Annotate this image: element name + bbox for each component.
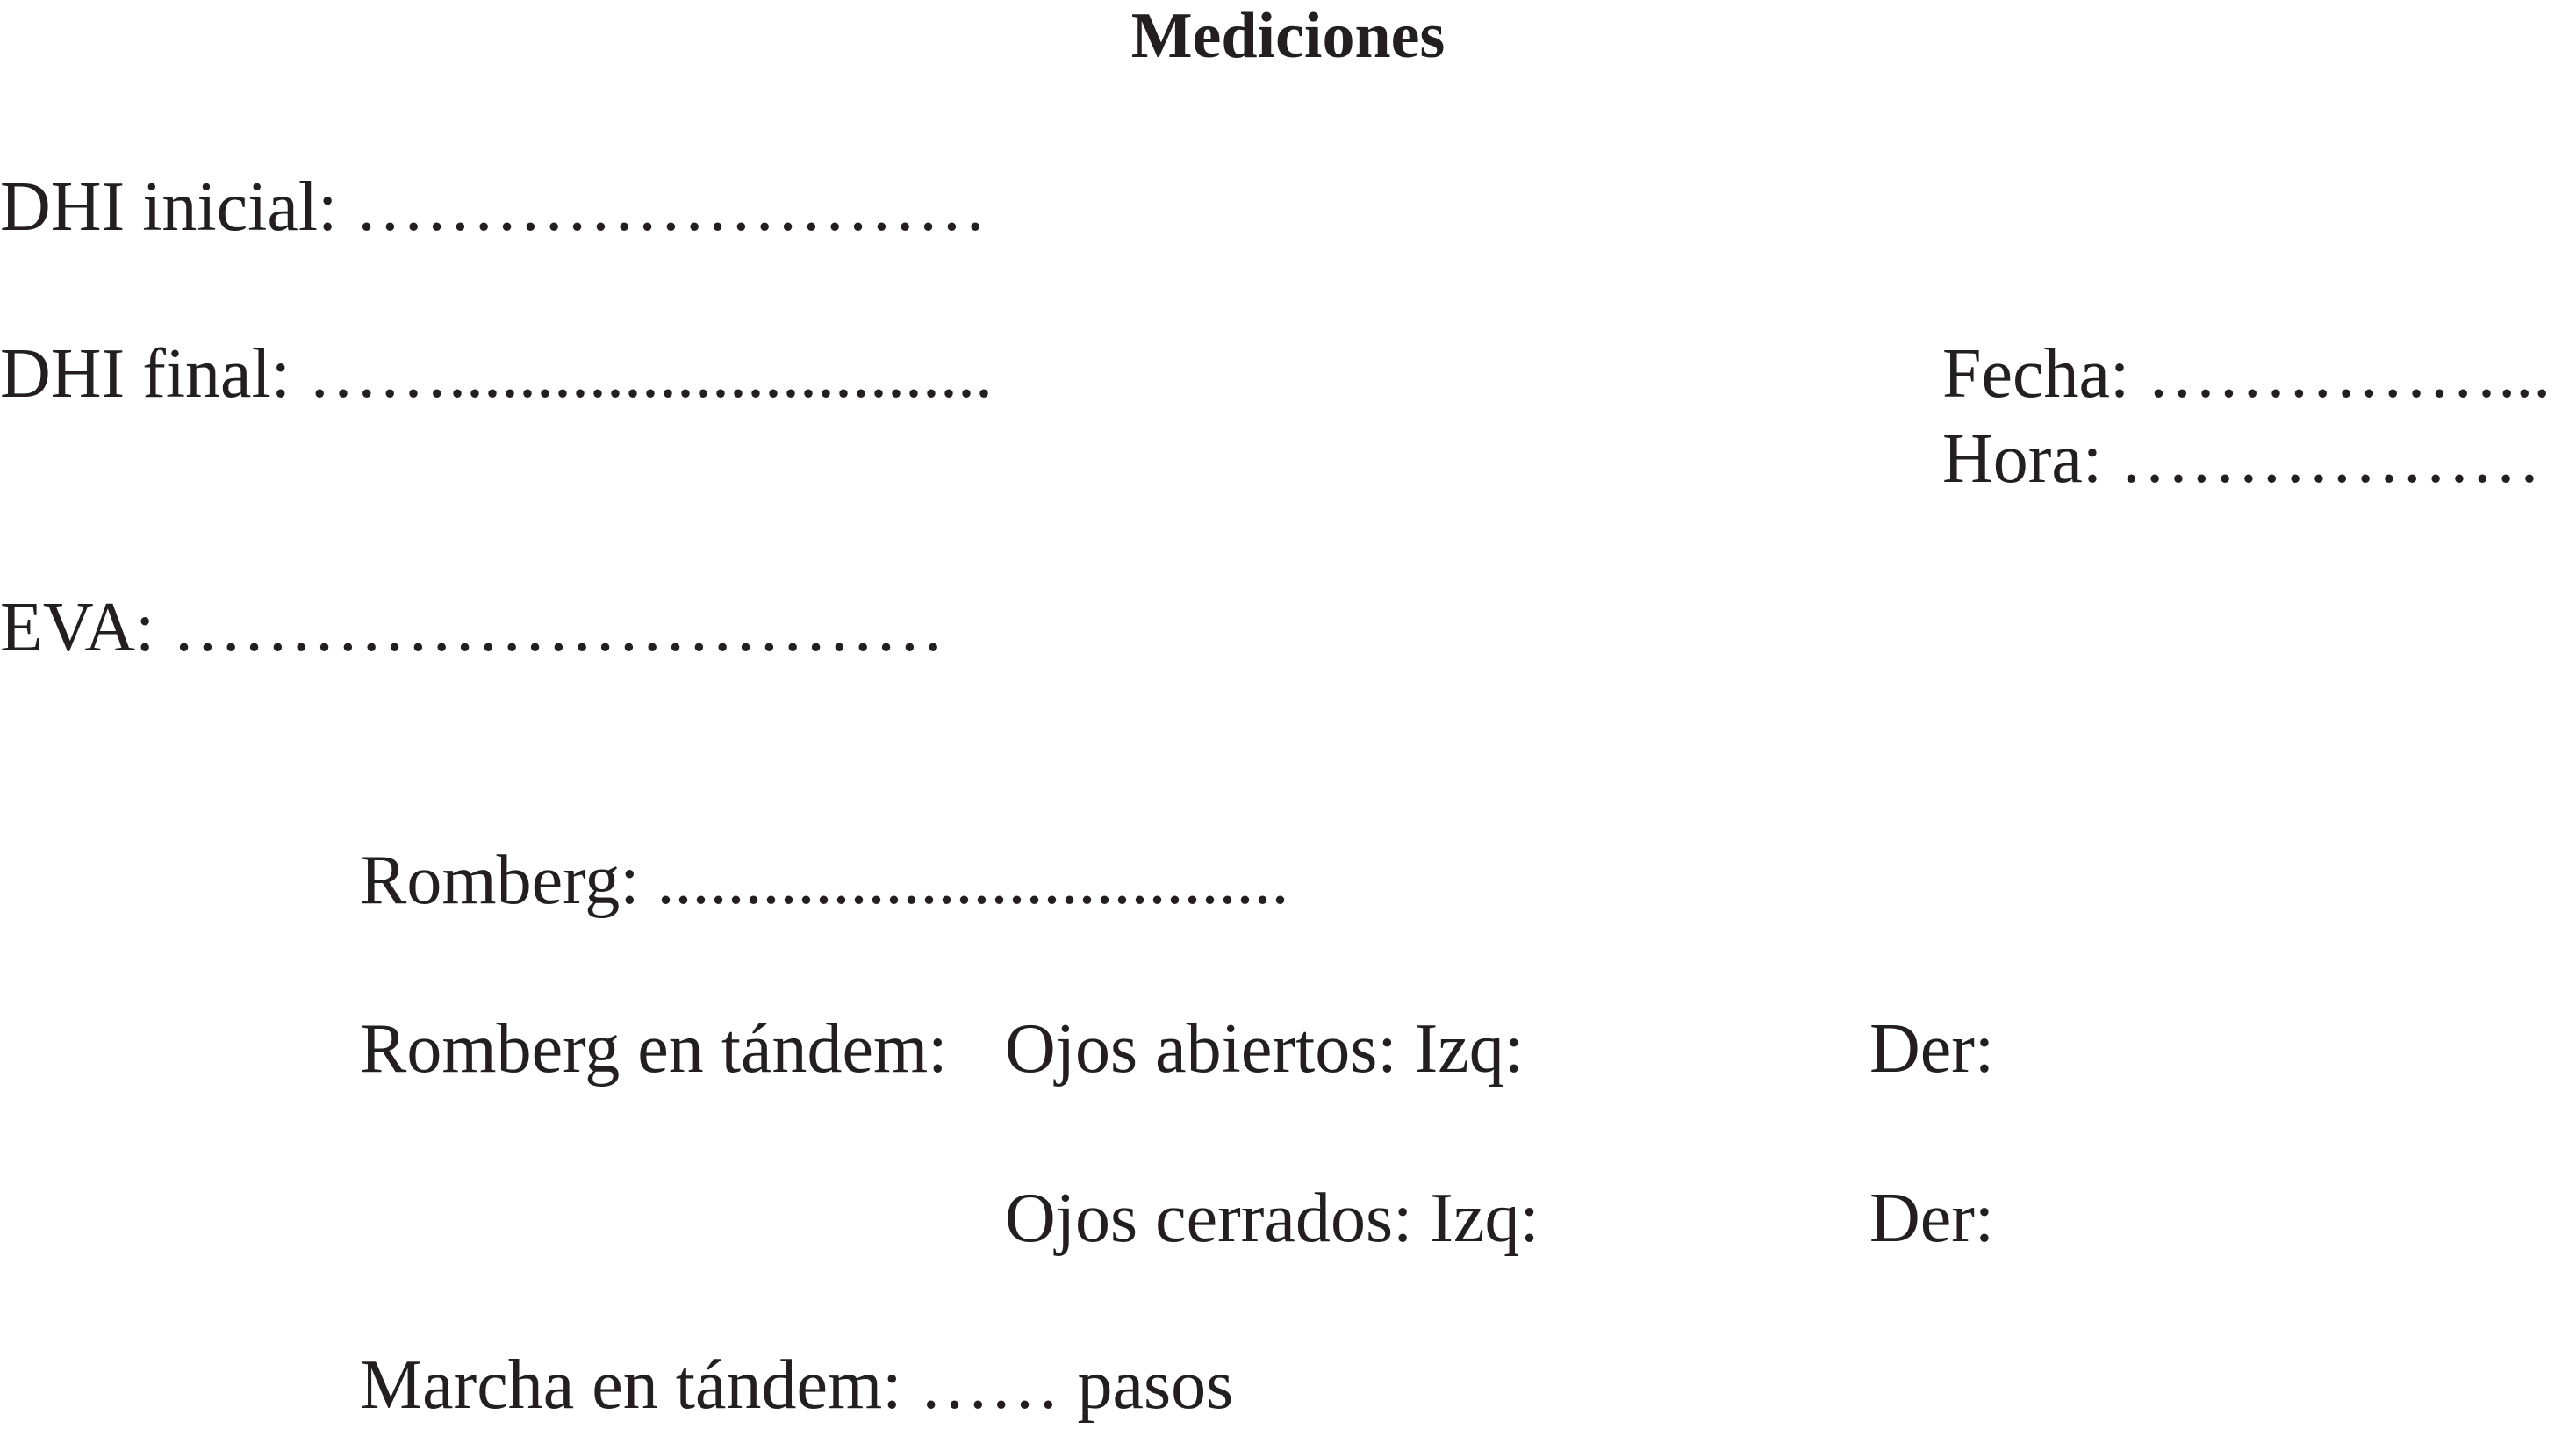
romberg-field: Romberg: .................................... (360, 842, 1289, 919)
date-field: Fecha: ……………... (1942, 335, 2551, 413)
dhi-final-field: DHI final: ……............................... (0, 335, 994, 413)
eyes-closed-right-field: Der: (1869, 1180, 1995, 1257)
eyes-open-left-field: Ojos abiertos: Izq: (1005, 1010, 1524, 1088)
dhi-initial-field: DHI inicial: ……………………… (0, 169, 987, 246)
romberg-tandem-label: Romberg en tándem: (360, 1010, 948, 1088)
form-title: Mediciones (1130, 0, 1446, 72)
title-container (0, 0, 2576, 72)
eyes-closed-left-field: Ojos cerrados: Izq: (1005, 1180, 1539, 1257)
tandem-gait-field: Marcha en tándem: …… pasos (360, 1346, 1234, 1424)
time-field: Hora: ……………… (1942, 420, 2542, 498)
eyes-open-right-field: Der: (1869, 1010, 1995, 1088)
eva-field: EVA: …………………………… (0, 589, 945, 666)
